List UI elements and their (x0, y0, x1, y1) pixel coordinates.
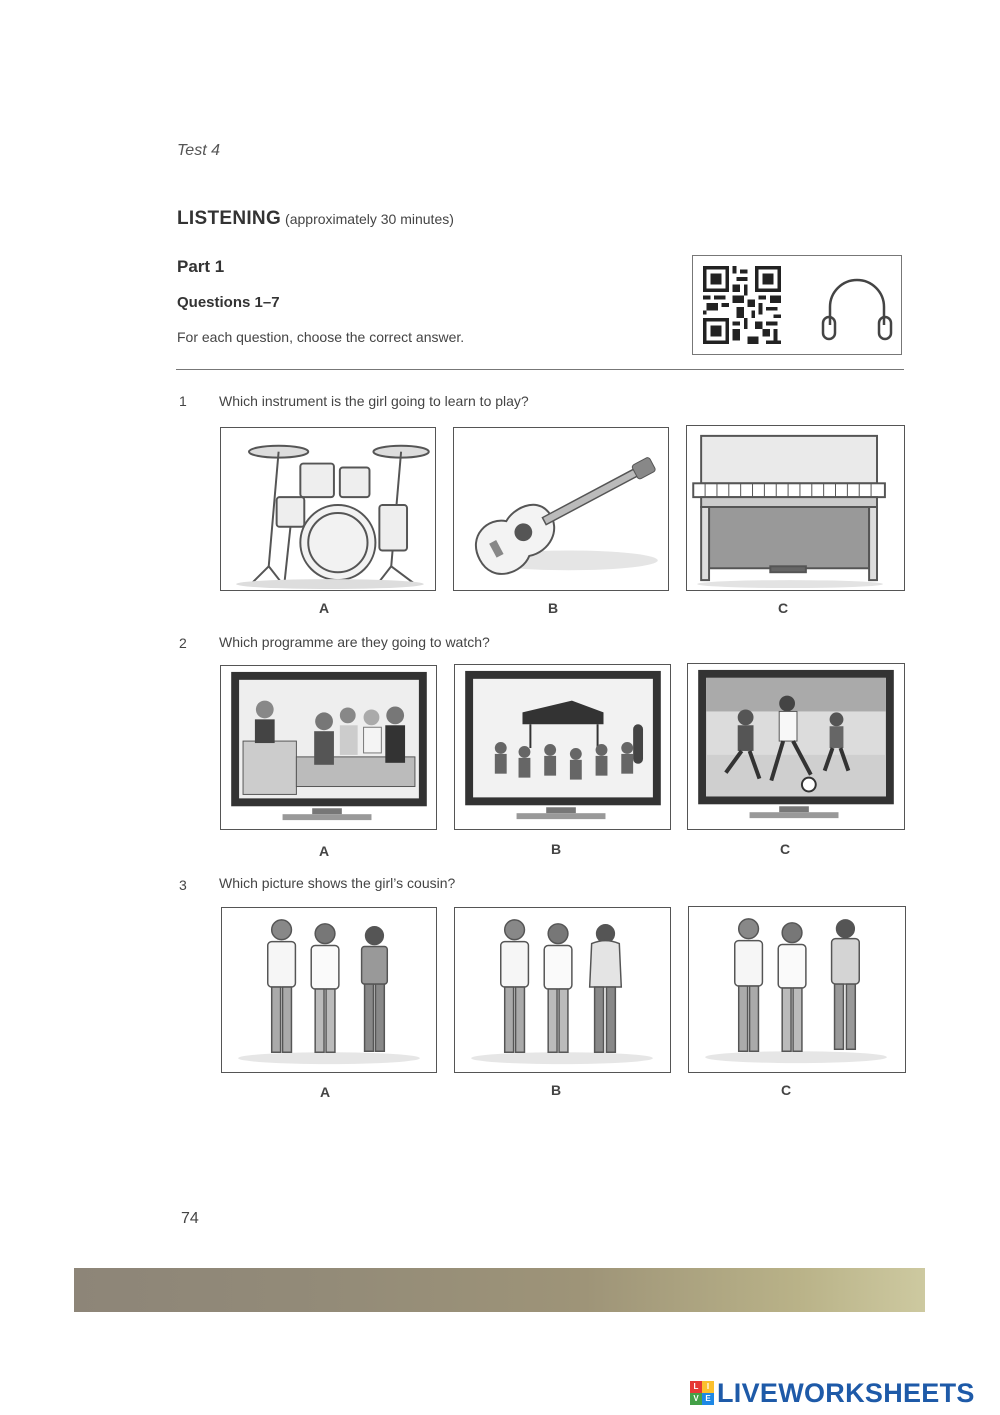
page-number: 74 (181, 1210, 199, 1227)
option-letter: B (550, 841, 562, 857)
option-picture-3b[interactable] (454, 907, 671, 1073)
option-letter: A (318, 843, 330, 859)
option-picture-1c[interactable] (686, 425, 905, 591)
footer-band (74, 1268, 925, 1312)
question-text: Which picture shows the girl’s cousin? (219, 875, 456, 891)
option-letter: A (318, 600, 330, 616)
section-title-text: LISTENING (177, 208, 282, 229)
upright-piano-icon (687, 426, 904, 590)
tv-talk-show-icon (221, 666, 436, 829)
question-number: 2 (179, 635, 187, 651)
acoustic-guitar-icon (454, 428, 668, 590)
option-letter: B (550, 1082, 562, 1098)
three-people-sweater-icon (689, 907, 905, 1072)
questions-range: Questions 1–7 (177, 294, 280, 311)
three-people-hoodie-icon (455, 908, 670, 1072)
qr-code-icon[interactable] (703, 266, 781, 344)
option-letter: A (319, 1084, 331, 1100)
option-picture-2b[interactable] (454, 664, 671, 830)
option-letter: C (777, 600, 789, 616)
part-heading: Part 1 (177, 257, 225, 276)
option-letter: C (780, 1082, 792, 1098)
question-number: 1 (179, 393, 187, 409)
option-letter: C (779, 841, 791, 857)
option-letter: B (547, 600, 559, 616)
option-picture-1a[interactable] (220, 427, 436, 591)
option-picture-3a[interactable] (221, 907, 437, 1073)
option-picture-2a[interactable] (220, 665, 437, 830)
test-label: Test 4 (177, 142, 220, 159)
section-duration: (approximately 30 minutes) (285, 211, 454, 227)
logo-tile: E (702, 1393, 714, 1405)
question-number: 3 (179, 877, 187, 893)
logo-text: LIVEWORKSHEETS (717, 1377, 975, 1408)
instructions: For each question, choose the correct answer. (177, 329, 465, 345)
question-text: Which instrument is the girl going to learn to play? (219, 393, 529, 409)
logo-tile: I (702, 1381, 714, 1393)
logo-mark (690, 1381, 714, 1405)
logo-tile: V (690, 1393, 702, 1405)
question-text: Which programme are they going to watch? (219, 634, 490, 650)
tv-football-icon (688, 664, 904, 829)
header-divider (176, 369, 904, 370)
section-title (177, 208, 454, 230)
liveworksheets-logo (690, 1376, 975, 1410)
option-picture-3c[interactable] (688, 906, 906, 1073)
drum-kit-icon (221, 428, 435, 590)
tv-orchestra-icon (455, 665, 670, 829)
audio-box[interactable] (692, 255, 902, 355)
option-picture-2c[interactable] (687, 663, 905, 830)
option-picture-1b[interactable] (453, 427, 669, 591)
logo-tile: L (690, 1381, 702, 1393)
headphones-icon (821, 273, 893, 341)
three-people-tshirt-icon (222, 908, 436, 1072)
